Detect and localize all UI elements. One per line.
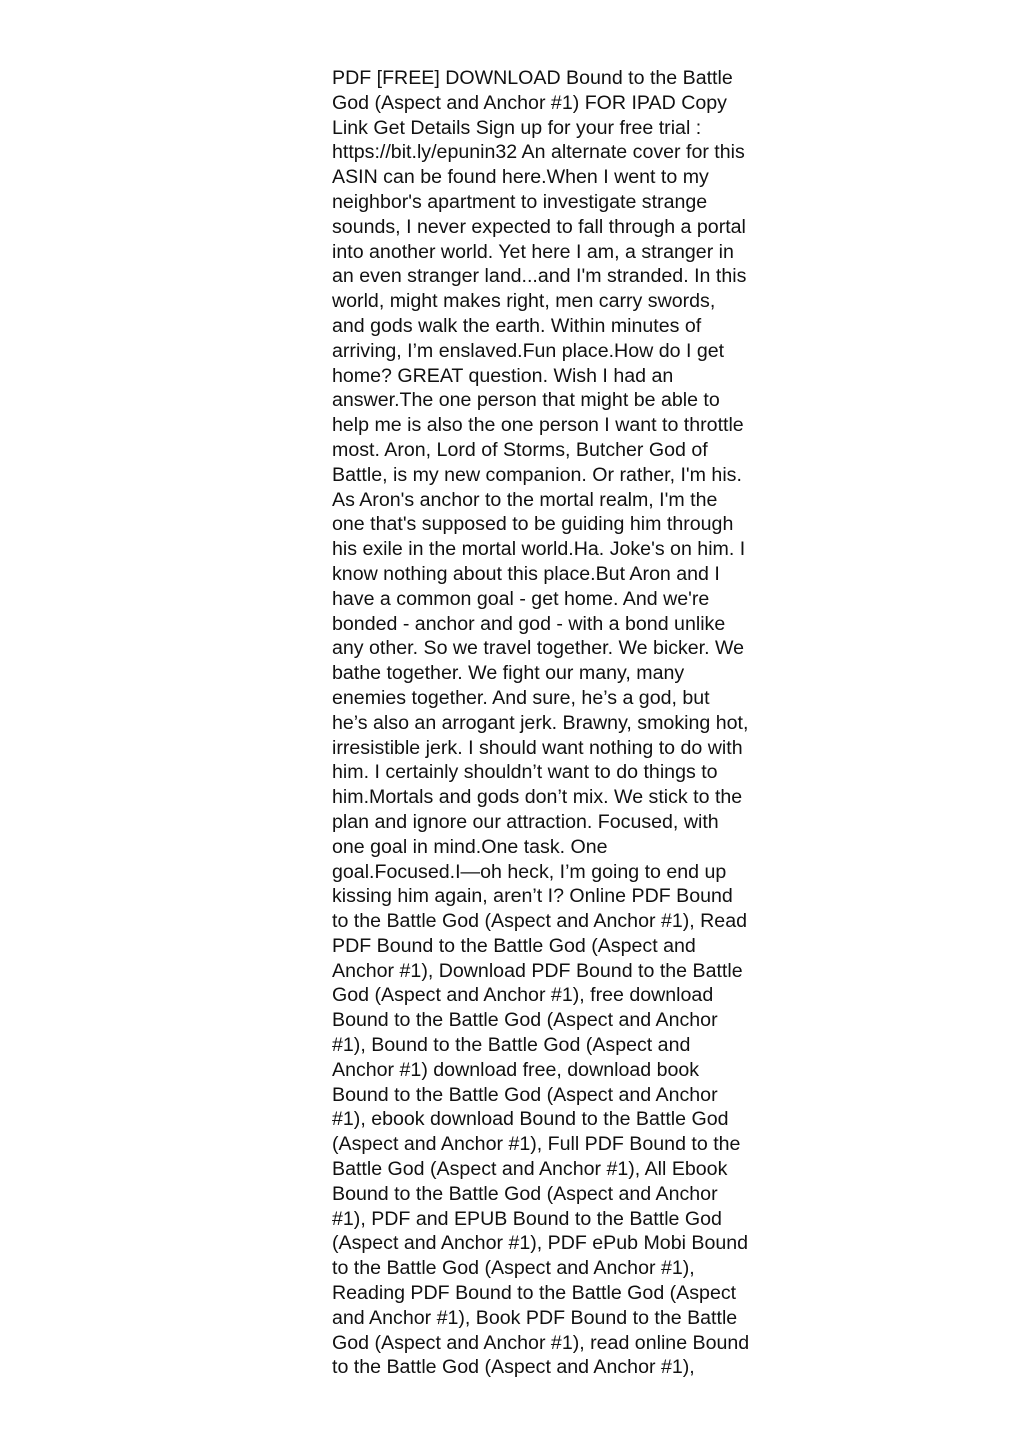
text-line: help me is also the one person I want to throttle <box>332 414 744 437</box>
text-line: and gods walk the earth. Within minutes of <box>332 314 702 337</box>
text-line: PDF Bound to the Battle God (Aspect and <box>332 934 696 957</box>
text-line: one goal in mind.One task. One <box>332 835 608 858</box>
text-line: to the Battle God (Aspect and Anchor #1), Read <box>332 910 747 933</box>
text-line: God (Aspect and Anchor #1), free download <box>332 984 714 1007</box>
text-line: one that's supposed to be guiding him through <box>332 513 734 536</box>
text-line: plan and ignore our attraction. Focused, with <box>332 810 719 833</box>
body-text <box>332 66 782 1380</box>
text-line: Bound to the Battle God (Aspect and Anchor <box>332 1009 718 1032</box>
text-line: Battle God (Aspect and Anchor #1), All Ebook <box>332 1158 728 1181</box>
text-line: God (Aspect and Anchor #1) FOR IPAD Copy <box>332 91 727 114</box>
text-line: As Aron's anchor to the mortal realm, I'm the <box>332 488 718 511</box>
text-line: answer.The one person that might be able to <box>332 389 720 412</box>
text-line: sounds, I never expected to fall through a portal <box>332 215 746 238</box>
text-line: Bound to the Battle God (Aspect and Anchor <box>332 1083 718 1106</box>
text-line: know nothing about this place.But Aron and I <box>332 562 720 585</box>
text-line: into another world. Yet here I am, a stranger in <box>332 240 734 263</box>
text-line: his exile in the mortal world.Ha. Joke's on him. I <box>332 538 746 561</box>
text-line: an even stranger land...and I'm stranded. In this <box>332 265 747 288</box>
text-line: to the Battle God (Aspect and Anchor #1), <box>332 1356 695 1379</box>
text-line: irresistible jerk. I should want nothing to do with <box>332 736 743 759</box>
text-line: him.Mortals and gods don’t mix. We stick to the <box>332 786 743 809</box>
text-line: (Aspect and Anchor #1), PDF ePub Mobi Bound <box>332 1232 749 1255</box>
text-line: Reading PDF Bound to the Battle God (Aspect <box>332 1282 737 1305</box>
text-line: to the Battle God (Aspect and Anchor #1), <box>332 1257 695 1280</box>
text-line: #1), PDF and EPUB Bound to the Battle God <box>332 1207 722 1230</box>
text-line: Bound to the Battle God (Aspect and Anchor <box>332 1182 718 1205</box>
text-line: Anchor #1), Download PDF Bound to the Battle <box>332 959 743 982</box>
text-line: arriving, I’m enslaved.Fun place.How do I get <box>332 339 725 362</box>
text-line: Anchor #1) download free, download book <box>332 1058 700 1081</box>
text-line: and Anchor #1), Book PDF Bound to the Battle <box>332 1306 738 1329</box>
text-line: #1), ebook download Bound to the Battle God <box>332 1108 729 1131</box>
text-line: God (Aspect and Anchor #1), read online Bound <box>332 1331 750 1354</box>
text-line: PDF [FREE] DOWNLOAD Bound to the Battle <box>332 67 733 89</box>
text-line: Battle, is my new companion. Or rather, I'm his. <box>332 463 742 486</box>
text-line: kissing him again, aren’t I? Online PDF Bound <box>332 885 733 908</box>
text-line: most. Aron, Lord of Storms, Butcher God of <box>332 438 708 461</box>
text-line: bathe together. We fight our many, many <box>332 662 685 685</box>
text-line: him. I certainly shouldn’t want to do things to <box>332 761 718 784</box>
text-line: ASIN can be found here.When I went to my <box>332 166 709 189</box>
text-line: have a common goal - get home. And we're <box>332 587 710 610</box>
text-line: home? GREAT question. Wish I had an <box>332 364 674 387</box>
text-line: (Aspect and Anchor #1), Full PDF Bound to the <box>332 1133 741 1156</box>
text-line: #1), Bound to the Battle God (Aspect and <box>332 1034 691 1057</box>
text-line: world, might makes right, men carry swords, <box>332 290 716 313</box>
text-line: any other. So we travel together. We bicker. We <box>332 637 745 660</box>
text-line: enemies together. And sure, he’s a god, but <box>332 686 710 709</box>
text-line: https://bit.ly/epunin32 An alternate cover for this <box>332 141 745 164</box>
text-line: he’s also an arrogant jerk. Brawny, smoking hot, <box>332 711 749 734</box>
text-line: goal.Focused.I—oh heck, I’m going to end up <box>332 860 727 883</box>
text-line: neighbor's apartment to investigate strange <box>332 190 708 213</box>
text-line: bonded - anchor and god - with a bond unlike <box>332 612 726 635</box>
text-line: Link Get Details Sign up for your free trial : <box>332 116 702 139</box>
